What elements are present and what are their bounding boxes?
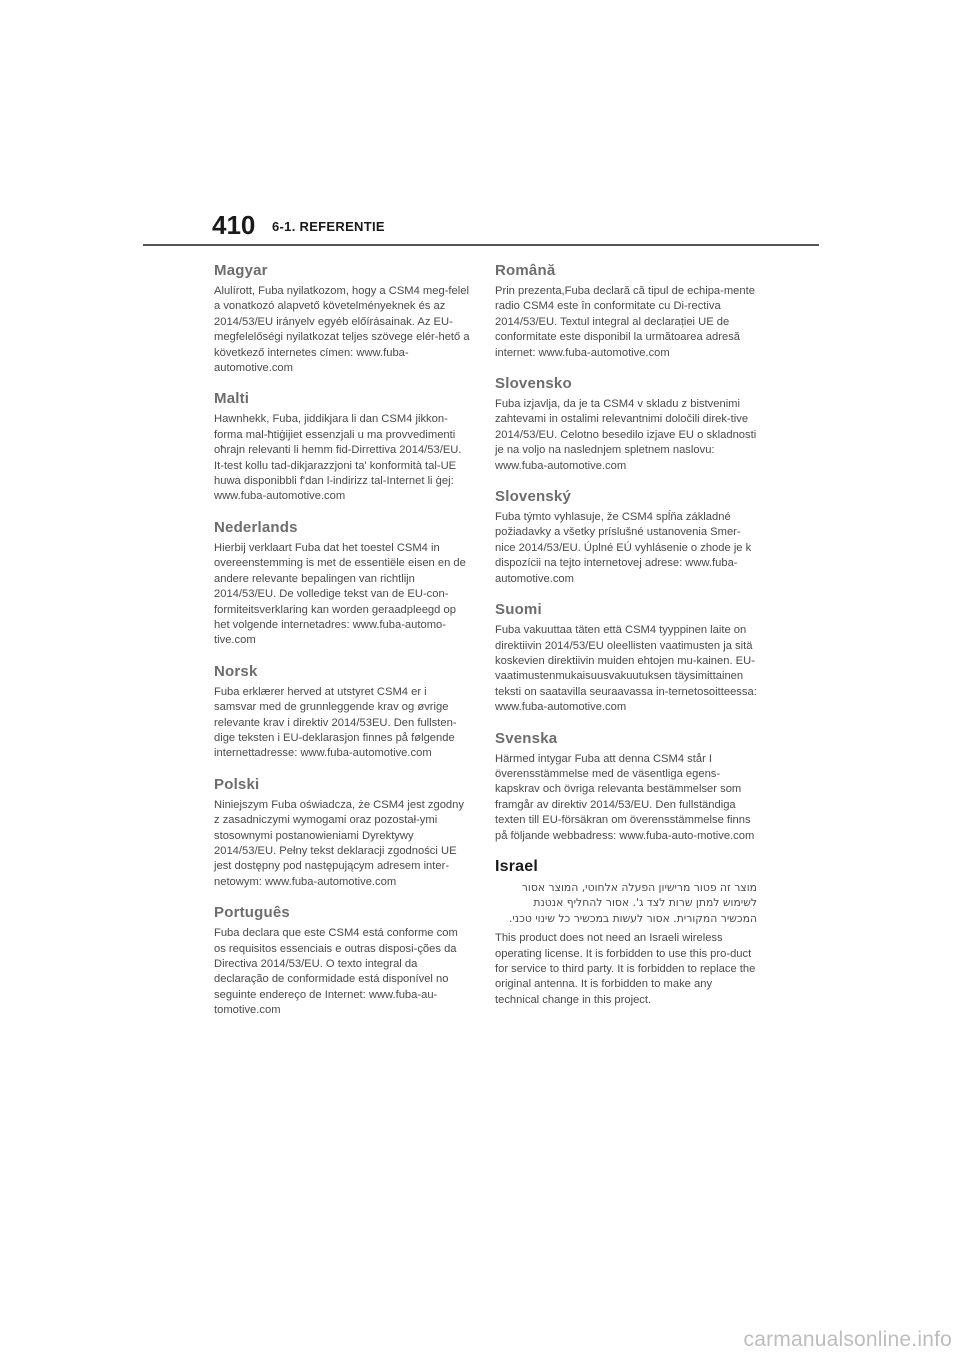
section-romana xyxy=(495,262,757,361)
section-body: Härmed intygar Fuba att denna CSM4 står I överensstämmelse med de väsentliga egens-kapskrav och övriga relevanta bestämmelser som framgår av direktiv 2014/53/EU. Den fullständiga texten till EU-försäkran om överensstämmelse finns på följande webbadress: www.fuba-auto-motive.com xyxy=(495,752,755,842)
section-magyar xyxy=(214,262,470,376)
section-portugues xyxy=(214,904,470,1018)
left-column xyxy=(214,262,470,1033)
section-nederlands xyxy=(214,519,470,649)
page-header xyxy=(0,0,960,250)
section-norsk xyxy=(214,663,470,762)
section-body: Fuba erklærer herved at utstyret CSM4 er i samsvar med de grunnleggende krav og øvrige relevante krav i direktiv 2014/53EU. Den fullsten-dige teksten i EU-deklarasjon finnes på følgende internettadresse: www.fuba-automotive.com xyxy=(214,685,457,760)
section-body: Hawnhekk, Fuba, jiddikjara li dan CSM4 jikkon-forma mal-ħtiġijiet essenzjali u ma provvedimenti oħrajn relevanti li hemm fid-Dirrettiva 2014/53/EU. It-test kollu tad-dikjarazzjoni ta' konformità tal-UE huwa disponibbli f'dan l-indirizz tal-Internet li ġej: www.fuba-automotive.com xyxy=(214,413,462,503)
section-body: Fuba týmto vyhlasuje, že CSM4 spĺňa základné požiadavky a všetky príslušné ustanovenia Smer-nice 2014/53/EU. Úplné EÚ vyhlásenie o zhode je k dispozícii na tejto internetovej adrese: www.fuba-automotive.com xyxy=(495,511,752,585)
section-heading: Português xyxy=(214,904,290,922)
section-heading: Română xyxy=(495,262,556,279)
section-heading: Nederlands xyxy=(214,518,298,536)
section-body: Hierbij verklaart Fuba dat het toestel CSM4 in overeenstemming is met de essentiële eisen en de andere relevante bepalingen van richtlijn 2014/53/EU. De volledige tekst van de EU-con-formiteitsverklaring kan worden geraadpleegd op het volgende internetadres: www.fuba-automo-tive.com xyxy=(214,541,466,647)
section-heading: Magyar xyxy=(214,262,268,279)
section-body: Alulírott, Fuba nyilatkozom, hogy a CSM4 meg-felel a vonatkozó alapvető követelményeknek és az 2014/53/EU irányelv egyéb előírásainak. Az EU-megfelelőségi nyilatkozat teljes szövege elér-hető a következő internetes címen: www.fuba-automotive.com xyxy=(214,285,470,375)
section-body: Niniejszym Fuba oświadcza, że CSM4 jest zgodny z zasadniczymi wymogami oraz pozostał-ymi stosownymi postanowieniami Dyrektywy 2014/53/EU. Pełny tekst deklaracji zgodności UE jest dostępny pod następującym adresem inter-netowym: www.fuba-automotive.com xyxy=(214,798,464,888)
section-heading: Suomi xyxy=(495,601,542,619)
section-body: Fuba izjavlja, da je ta CSM4 v skladu z bistvenimi zahtevami in ostalimi relevantnimi določili direk-tive 2014/53/EU. Celotno besedilo izjave EU o skladnosti je na voljo na naslednjem spletnem naslovu: www.fuba-automotive.com xyxy=(495,398,757,472)
section-slovensky xyxy=(495,488,757,587)
section-polski xyxy=(214,776,470,890)
section-heading: Slovensko xyxy=(495,375,572,393)
section-heading: Slovenský xyxy=(495,488,572,506)
section-malti xyxy=(214,390,470,504)
section-body: Fuba declara que este CSM4 está conforme com os requisitos essenciais e outras disposi-ções da Directiva 2014/53/EU. O texto integral da declaração de conformidade está disponível no seguinte endereço de Internet: www.fuba-au-tomotive.com xyxy=(214,927,458,1017)
section-heading: Israel xyxy=(495,857,539,875)
hebrew-notice: מוצר זה פטור מרישיון הפעלה אלחוטי, המוצר אסור לשימוש למתן שרות לצד ג'. אסור להחליף אנטנת המכשיר המקורית. אסור לעשות במכשיר כל שינוי טכני. xyxy=(508,880,757,925)
watermark: carmanualsonline.info xyxy=(743,1328,952,1351)
section-heading: Svenska xyxy=(495,729,558,747)
chapter-title: 6-1. REFERENTIE xyxy=(272,219,385,234)
section-heading: Malti xyxy=(214,390,250,408)
section-heading: Polski xyxy=(214,775,260,793)
section-svenska xyxy=(495,730,757,844)
header-divider xyxy=(143,244,819,246)
right-column xyxy=(495,262,757,1022)
page-number: 410 xyxy=(212,210,256,240)
section-suomi xyxy=(495,601,757,715)
section-israel xyxy=(495,858,757,1008)
section-body: Prin prezenta,Fuba declară că tipul de echipa-mente radio CSM4 este în conformitate cu Di-rectiva 2014/53/EU. Textul integral al declarației UE de conformitate este disponibil la următoarea adresă internet: www.fuba-automotive.com xyxy=(495,285,755,359)
section-body: Fuba vakuuttaa täten että CSM4 tyyppinen laite on direktiivin 2014/53/EU oleellisten vaatimusten ja sitä koskevien direktiivin muiden ehtojen mu-kainen. EU-vaatimustenmukaisuusvakuutuksen täysimittainen teksti on saatavilla seuraavassa in-ternetosoitteessa: www.fuba-automotive.com xyxy=(495,624,757,714)
section-heading: Norsk xyxy=(214,662,258,680)
section-body: This product does not need an Israeli wireless operating license. It is forbidden to use this pro-duct for service to third party. It is forbidden to replace the original antenna. It is forbidden to make any technical change in this project. xyxy=(495,932,756,1006)
section-slovensko xyxy=(495,375,757,474)
